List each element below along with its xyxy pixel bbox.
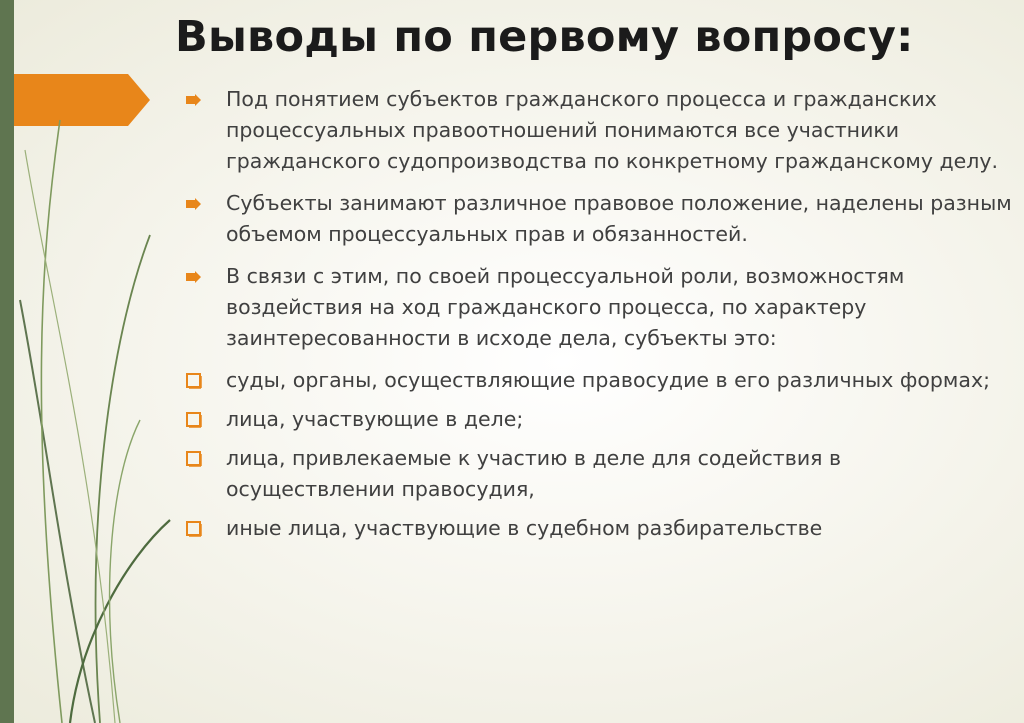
grass-line-2 xyxy=(41,120,62,723)
square-bullet-icon xyxy=(186,365,208,396)
square-bullet-icon xyxy=(186,443,208,474)
grass-line-6 xyxy=(110,420,140,723)
list-item xyxy=(186,188,1016,250)
grass-line-4 xyxy=(70,520,170,723)
list-item-text: В связи с этим, по своей процессуальной роли, возможностям воздействия на ход гражданского процесса, по характеру заинтересованности в исходе дела, субъекты это: xyxy=(226,264,905,350)
orange-arrow-tab xyxy=(14,74,150,126)
arrow-bullet-icon xyxy=(186,188,208,219)
list-item xyxy=(186,261,1016,354)
arrow-bullet-icon xyxy=(186,261,208,292)
list-item-text: лица, привлекаемые к участию в деле для содействия в осуществлении правосудия, xyxy=(226,446,842,501)
list-item xyxy=(186,365,1016,396)
grass-line-5 xyxy=(25,150,115,723)
list-item-text: иные лица, участвующие в судебном разбирательстве xyxy=(226,516,823,540)
list-item-text: Субъекты занимают различное правовое положение, наделены разным объемом процессуальных прав и обязанностей. xyxy=(226,191,1012,246)
square-bullet-icon xyxy=(186,513,208,544)
list-item-text: Под понятием субъектов гражданского процесса и гражданских процессуальных правоотношений понимаются все участники гражданского судопроизводства по конкретному гражданскому делу. xyxy=(226,87,999,173)
slide-title: Выводы по первому вопросу: xyxy=(175,12,914,62)
list-item xyxy=(186,84,1016,177)
bullet-list xyxy=(186,84,1016,552)
list-item-text: суды, органы, осуществляющие правосудие в его различных формах; xyxy=(226,368,990,392)
grass-line-3 xyxy=(96,235,150,723)
list-item xyxy=(186,443,1016,505)
list-item xyxy=(186,513,1016,544)
arrow-bullet-icon xyxy=(186,84,208,115)
grass-line-1 xyxy=(20,300,95,723)
list-item xyxy=(186,404,1016,435)
left-sidebar-bar xyxy=(0,0,14,723)
list-item-text: лица, участвующие в деле; xyxy=(226,407,524,431)
square-bullet-icon xyxy=(186,404,208,435)
